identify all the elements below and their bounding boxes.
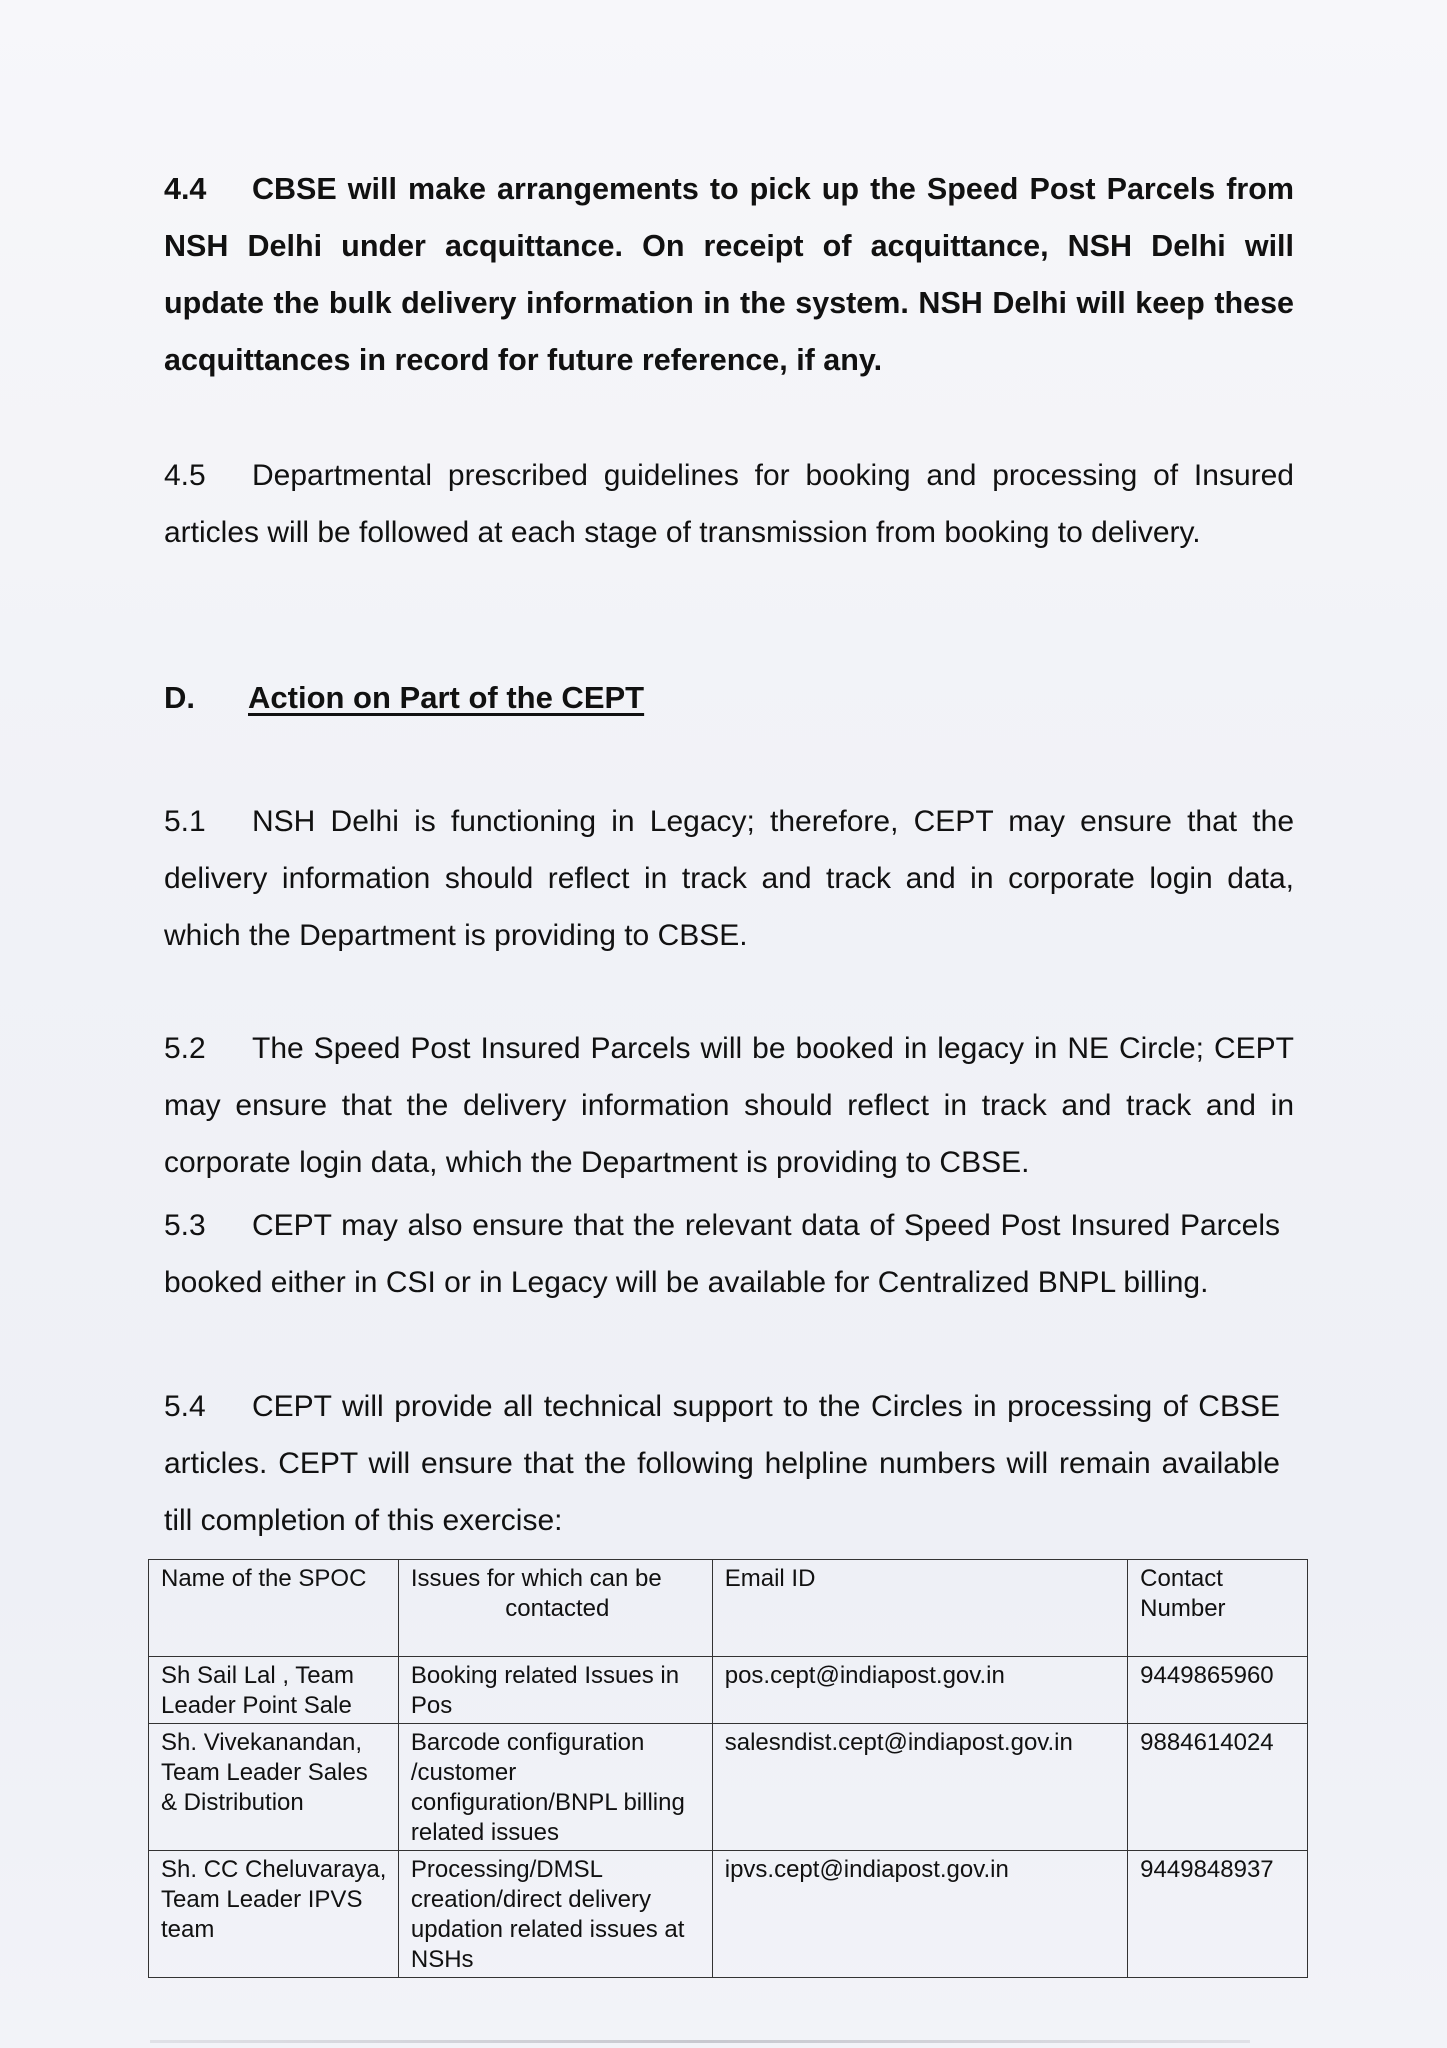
table-row xyxy=(149,1657,1308,1724)
cell-contact: 9449865960 xyxy=(1128,1657,1308,1724)
section-letter: D. xyxy=(164,680,195,715)
cell-spoc-name: Sh. CC Cheluvaraya, Team Leader IPVS team xyxy=(149,1851,399,1978)
section-title: Action on Part of the CEPT xyxy=(248,680,645,715)
cell-issues: Barcode configuration /customer configuration/BNPL billing related issues xyxy=(398,1724,712,1851)
cell-contact: 9884614024 xyxy=(1128,1724,1308,1851)
paragraph-number: 4.5 xyxy=(164,459,206,492)
paragraph-number: 5.2 xyxy=(164,1032,206,1065)
cell-issues: Booking related Issues in Pos xyxy=(398,1657,712,1724)
paragraph-number: 5.3 xyxy=(164,1209,206,1242)
paragraph-text: NSH Delhi is functioning in Legacy; therefore, CEPT may ensure that the delivery information should reflect in track and track and in corporate login data, which the Department is providing to CBSE. xyxy=(164,805,1294,952)
paragraph-5-3 xyxy=(164,1197,1280,1311)
table-header-row xyxy=(149,1560,1308,1657)
paragraph-4-4 xyxy=(164,161,1294,389)
cell-email: pos.cept@indiapost.gov.in xyxy=(712,1657,1127,1724)
paragraph-5-1 xyxy=(164,793,1294,964)
paragraph-4-5 xyxy=(164,447,1294,561)
page-bottom-edge xyxy=(150,2040,1250,2043)
spoc-contact-table xyxy=(148,1559,1308,1978)
header-spoc-name: Name of the SPOC xyxy=(149,1560,399,1657)
paragraph-5-4 xyxy=(164,1378,1280,1549)
header-contact: Contact Number xyxy=(1128,1560,1308,1657)
cell-issues: Processing/DMSL creation/direct delivery updation related issues at NSHs xyxy=(398,1851,712,1978)
paragraph-text: Departmental prescribed guidelines for booking and processing of Insured articles will be followed at each stage of transmission from booking to delivery. xyxy=(164,459,1294,549)
table-row xyxy=(149,1724,1308,1851)
paragraph-5-2 xyxy=(164,1020,1294,1191)
header-issues xyxy=(398,1560,712,1657)
cell-contact: 9449848937 xyxy=(1128,1851,1308,1978)
section-heading-d xyxy=(164,680,644,716)
table-row xyxy=(149,1851,1308,1978)
paragraph-text: CEPT may also ensure that the relevant data of Speed Post Insured Parcels booked either in CSI or in Legacy will be available for Centralized BNPL billing. xyxy=(164,1209,1280,1299)
paragraph-text: The Speed Post Insured Parcels will be booked in legacy in NE Circle; CEPT may ensure that the delivery information should reflect in track and track and in corporate login data, which the Department is providing to CBSE. xyxy=(164,1032,1294,1179)
header-email: Email ID xyxy=(712,1560,1127,1657)
paragraph-number: 5.1 xyxy=(164,805,206,838)
cell-spoc-name: Sh Sail Lal , Team Leader Point Sale xyxy=(149,1657,399,1724)
cell-email: salesndist.cept@indiapost.gov.in xyxy=(712,1724,1127,1851)
header-issues-line2: contacted xyxy=(505,1595,610,1622)
cell-email: ipvs.cept@indiapost.gov.in xyxy=(712,1851,1127,1978)
paragraph-text: CEPT will provide all technical support to the Circles in processing of CBSE articles. CEPT will ensure that the following helpline numbers will remain available till completion of this exercise: xyxy=(164,1390,1280,1537)
paragraph-number: 5.4 xyxy=(164,1390,206,1423)
cell-spoc-name: Sh. Vivekanandan, Team Leader Sales & Distribution xyxy=(149,1724,399,1851)
paragraph-number: 4.4 xyxy=(164,172,207,206)
header-issues-line1: Issues for which can be xyxy=(410,1565,662,1592)
paragraph-text: CBSE will make arrangements to pick up the Speed Post Parcels from NSH Delhi under acquittance. On receipt of acquittance, NSH Delhi will update the bulk delivery information in the system. NSH Delhi will keep these acquittances in record for future reference, if any. xyxy=(164,172,1294,377)
